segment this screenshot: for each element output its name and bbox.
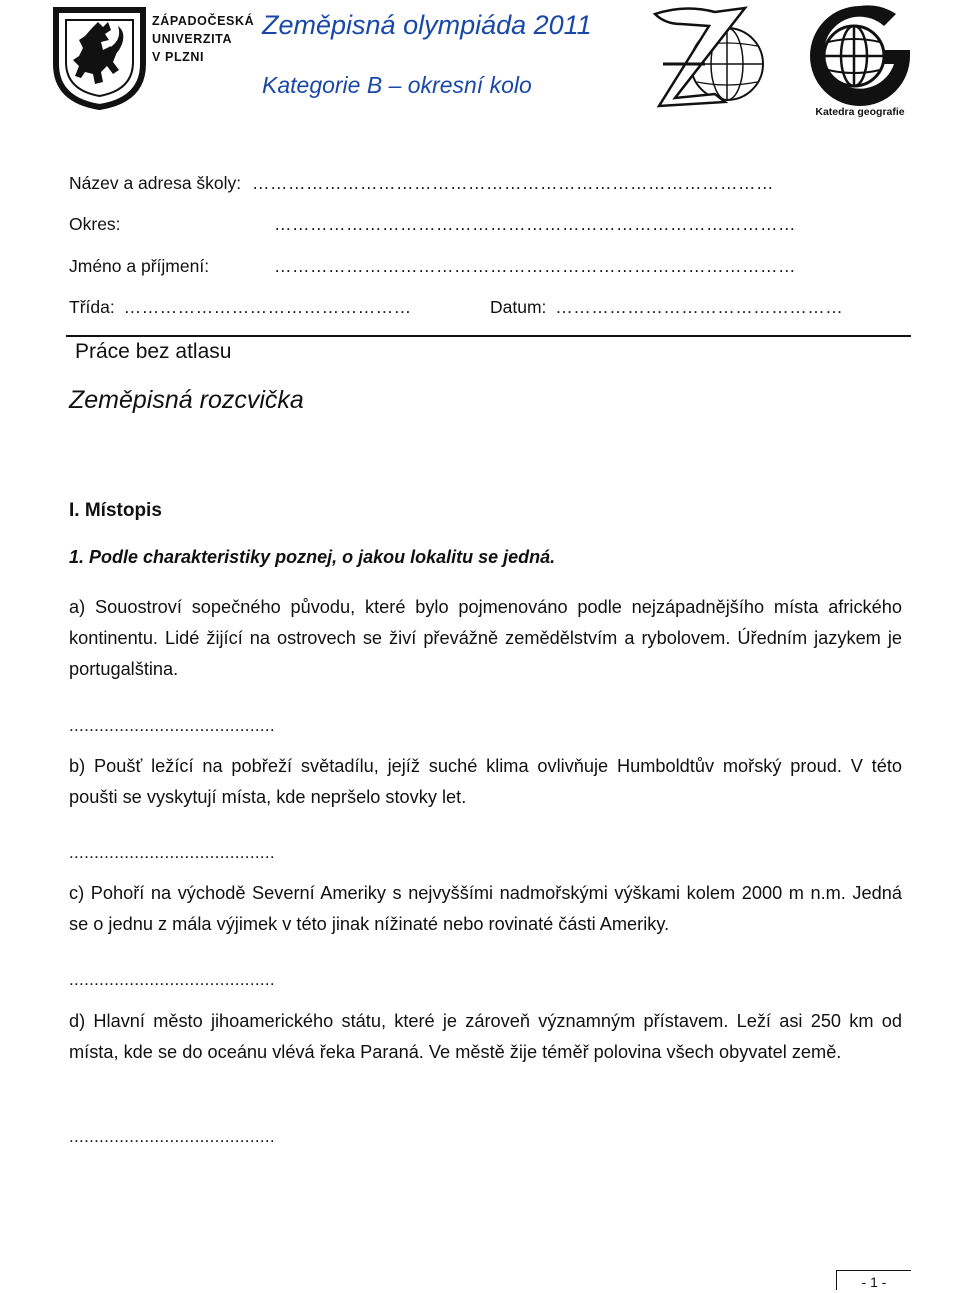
university-name-line-3: V PLZNI — [152, 50, 205, 64]
question-item-b-text: b) Poušť ležící na pobřeží světadílu, jejíž suché klima ovlivňuje Humboldtův mořský proud. V této poušti se vyskytují místa, kde nepršelo stovky let. — [69, 756, 902, 807]
class-field-row — [69, 297, 412, 318]
question-item-d-text: d) Hlavní město jihoamerického státu, které je zároveň významným přístavem. Leží asi 250 km od místa, kde se do oceánu vlévá řeka Paraná. Ve městě žije téměř polovina všech obyvatel země. — [69, 1011, 902, 1062]
question-item-c-answer[interactable]: ......................................... — [69, 970, 275, 989]
date-field-row — [490, 297, 843, 318]
question-item-a-text: a) Souostroví sopečného původu, které bylo pojmenováno podle nejzápadnějšího místa afrického kontinentu. Lidé žijící na ostrovech se živí převážně zemědělstvím a rybolovem. Úředním jazykem je portugalština. — [69, 597, 902, 679]
class-field[interactable]: ………………………………………… — [123, 297, 412, 317]
question-item-b-answer[interactable]: ......................................... — [69, 843, 275, 862]
university-name-line-2: UNIVERZITA — [152, 32, 233, 46]
document-subtitle: Kategorie B – okresní kolo — [262, 72, 532, 98]
district-label: Okres: — [69, 214, 121, 234]
question-item-d-answer[interactable]: ......................................... — [69, 1127, 275, 1146]
work-title: Práce bez atlasu — [75, 340, 232, 363]
katedra-geografie-globe-logo-icon — [804, 2, 916, 106]
date-field[interactable]: ………………………………………… — [555, 297, 844, 317]
university-lion-crest-icon — [52, 6, 147, 110]
school-label: Název a adresa školy: — [69, 173, 242, 193]
department-caption: Katedra geografie — [815, 106, 905, 118]
school-field[interactable]: …………………………………………………………………………… — [252, 173, 775, 193]
school-field-row — [69, 173, 774, 194]
warmup-title: Zeměpisná rozcvička — [69, 386, 304, 414]
name-field-row — [69, 256, 209, 277]
document-title: Zeměpisná olympiáda 2011 — [262, 10, 592, 40]
name-field[interactable]: …………………………………………………………………………… — [274, 256, 796, 276]
university-name-line-1: ZÁPADOČESKÁ — [152, 14, 255, 28]
district-field-row — [69, 214, 121, 235]
name-label: Jméno a příjmení: — [69, 256, 210, 276]
question-item-c-text: c) Pohoří na východě Severní Ameriky s nejvyššími nadmořskými výškami kolem 2000 m n.m. Jedná se o jednu z mála výjimek v této jinak nížinaté nebo rovinaté části Ameriky. — [69, 883, 902, 934]
header-divider — [66, 335, 911, 337]
question-title: 1. Podle charakteristiky poznej, o jakou lokalitu se jedná. — [69, 547, 556, 567]
class-label: Třída: — [69, 297, 115, 317]
question-item-a-answer[interactable]: ......................................... — [69, 716, 275, 735]
section-title: I. Místopis — [69, 500, 162, 521]
district-field[interactable]: …………………………………………………………………………… — [274, 214, 796, 234]
page-number: - 1 - — [836, 1270, 911, 1290]
zeměpisná-olympiáda-globe-logo-icon — [645, 2, 770, 112]
date-label: Datum: — [490, 297, 547, 317]
